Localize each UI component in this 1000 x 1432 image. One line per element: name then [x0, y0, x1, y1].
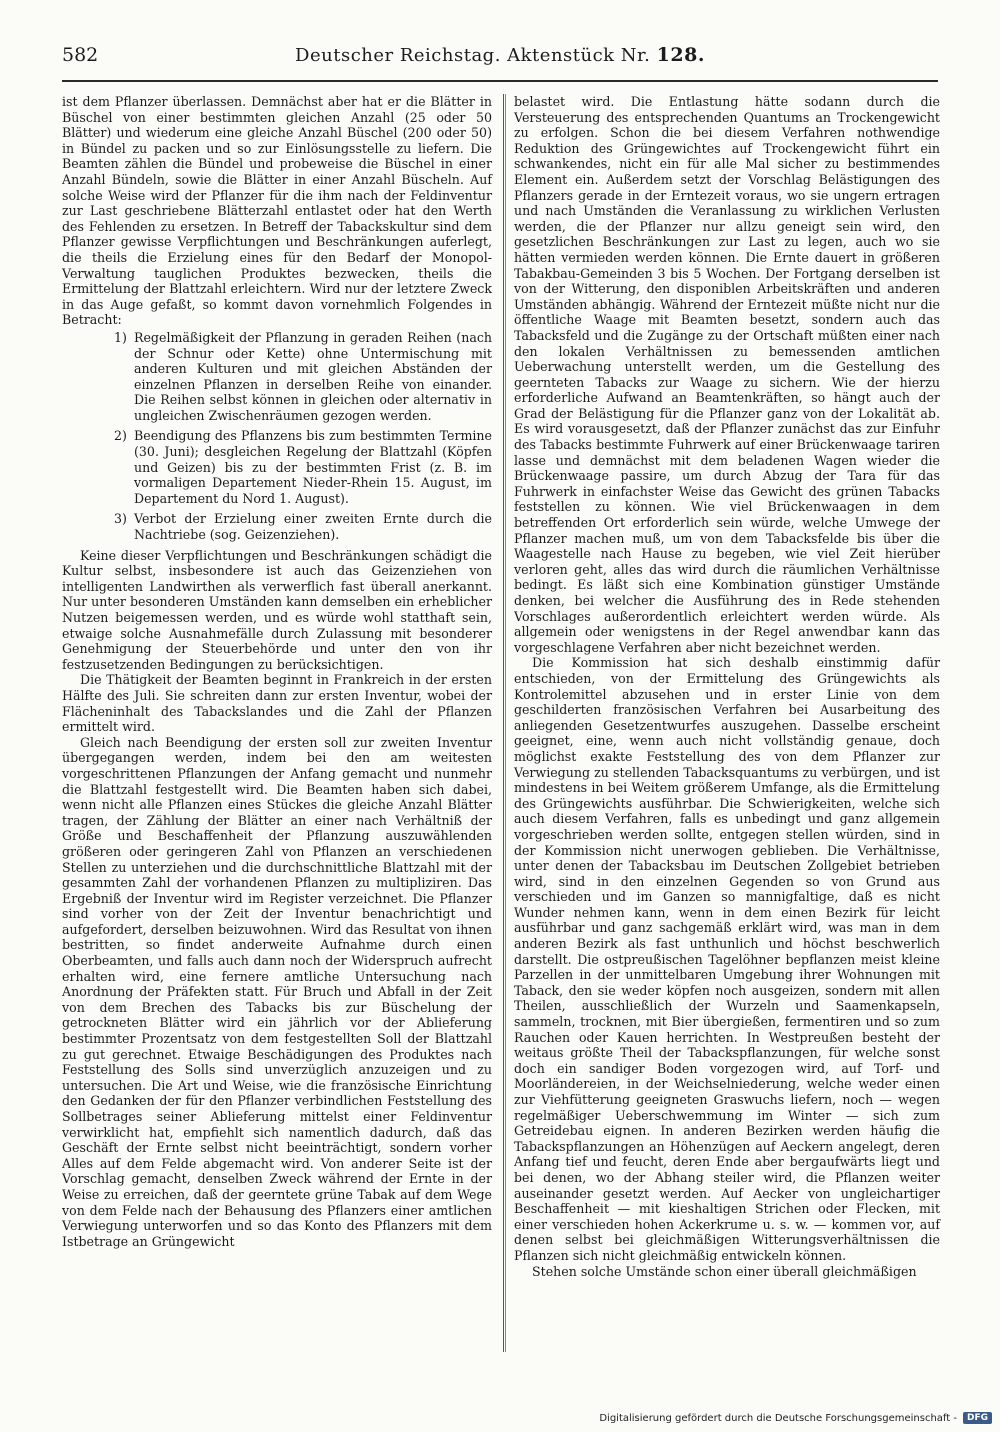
page-number: 582 [62, 44, 99, 66]
enumerated-list [62, 330, 492, 543]
list-item-text: Verbot der Erzielung einer zweiten Ernte durch die Nachtriebe (sog. Geizenziehen). [134, 511, 492, 543]
list-item-text: Beendigung des Pflanzens bis zum bestimmten Termine (30. Juni); desgleichen Regelung der Blattzahl (Köpfen und Geizen) bis zu der bestimmten Frist (z. B. im vormaligen Departement Nieder-Rhein 15. August, im Departement du Nord 1. August). [134, 428, 492, 506]
digitization-credit [599, 1412, 992, 1424]
paragraph: Stehen solche Umstände schon einer überall gleichmäßigen [532, 1263, 917, 1279]
list-item-number: 3) [114, 511, 127, 527]
list-item-number: 2) [114, 428, 127, 444]
list-item-text: Regelmäßigkeit der Pflanzung in geraden Reihen (nach der Schnur oder Kette) ohne Untermischung mit anderen Kulturen und mit gleichen Abständen der einzelnen Pflanzen in derselben Reihe von einander. Die Reihen selbst können in gleichen oder alternativ in ungleichen Zwischenräumen gezogen werden. [134, 329, 492, 423]
paragraph: Die Thätigkeit der Beamten beginnt in Frankreich in der ersten Hälfte des Juli. Sie schreiten dann zur ersten Inventur, wobei der Flächeninhalt des Tabackslandes und die Zahl der Pflanzen ermittelt wird. [62, 672, 492, 735]
paragraph: Gleich nach Beendigung der ersten soll zur zweiten Inventur übergegangen werden, indem bei den am weitesten vorgeschrittenen Pflanzungen der Anfang gemacht und nunmehr die Blattzahl festgestellt wird. Die Beamten haben sich dabei, wenn nicht alle Pflanzen eines Stückes die gleiche Anzahl Blätter tragen, der Zählung der Blätter an einer nach Verhältniß der Größe und Beschaffenheit der Pflanzung auszuwählenden größeren oder geringeren Zahl von Pflanzen an verschiedenen Stellen zu unterziehen und die durchschnittliche Blattzahl mit der gesammten Zahl der vorhandenen Pflanzen zu multipliziren. Das Ergebniß der Inventur wird im Register verzeichnet. Die Pflanzer sind vorher von der Zeit der Inventur benachrichtigt und aufgefordert, derselben beizuwohnen. Wird das Resultat von ihnen bestritten, so findet anderweite Aufnahme durch einen Oberbeamten, und falls auch dann noch der Widerspruch aufrecht erhalten wird, eine fernere amtliche Untersuchung nach Anordnung der Präfekten statt. Für Bruch und Abfall in der Zeit von dem Brechen des Tabacks bis zur Büschelung der getrockneten Blätter wird ein jährlich vor der Ablieferung bestimmter Prozentsatz von dem festgestellten Soll der Blattzahl zu gut gerechnet. Etwaige Beschädigungen des Produktes nach Feststellung des Solls sind unverzüglich anzuzeigen und zu untersuchen. Die Art und Weise, wie die französische Einrichtung den Gedanken der für den Pflanzer verbindlichen Feststellung des Sollbetrages seiner Ablieferung mittelst einer Feldinventur verwirklicht hat, empfiehlt sich namentlich dadurch, daß das Geschäft der Ernte selbst nicht beeinträchtigt, sondern vorher Alles auf dem Felde abgemacht wird. Von anderer Seite ist der Vorschlag gemacht, denselben Zweck während der Ernte in der Weise zu erreichen, daß der geerntete grüne Tabak auf dem Wege von dem Felde nach der Behausung des Pflanzers einer amtlichen Verwiegung unterworfen und so das Konto des Pflanzers mit dem Istbetrage an Grüngewicht [62, 734, 492, 1249]
list-item-number: 1) [114, 329, 127, 345]
dfg-logo: DFG [963, 1412, 992, 1424]
running-title [62, 44, 938, 66]
left-column [62, 94, 492, 1249]
list-item [62, 330, 492, 424]
column-divider [503, 94, 504, 1352]
list-item [62, 511, 492, 542]
right-column [514, 94, 940, 1279]
paragraph: Keine dieser Verpflichtungen und Beschränkungen schädigt die Kultur selbst, insbesondere ist auch das Geizenziehen von intelligenten Landwirthen als verwerflich fast überall anerkannt. Nur unter besonderen Umständen kann demselben ein erheblicher Nutzen beigemessen werden, und es würde wohl statthaft sein, etwaige solche Ausnahmefälle durch Zulassung mit besonderer Genehmigung der Steuerbehörde und unter den von ihr festzusetzenden Bedingungen zu berücksichtigen. [62, 547, 492, 672]
credit-text: Digitalisierung gefördert durch die Deutsche Forschungsgemeinschaft - [599, 1412, 957, 1424]
running-title-text: Deutscher Reichstag. Aktenstück Nr. [295, 45, 651, 66]
page-header [62, 40, 938, 82]
paragraph: Die Kommission hat sich deshalb einstimmig dafür entschieden, von der Ermittelung des Grüngewichts als Kontrolemittel abzusehen und in erster Linie von dem geschilderten französischen Verfahren bei Ausarbeitung des anliegenden Gesetzentwurfes auszugehen. Dasselbe erscheint geeignet, eine, wenn auch nicht vollständig genaue, doch möglichst exakte Feststellung des von dem Pflanzer zur Verwiegung zu stellenden Tabacksquantums zu verbürgen, und ist mindestens in bei Weitem größerem Umfange, als die Ermittelung des Grüngewichts ausführbar. Die Schwierigkeiten, welche sich auch diesem Verfahren, falls es unbedingt und ganz allgemein vorgeschrieben werden sollte, entgegen stellen würden, sind in der Kommission nicht unerwogen geblieben. Die Verhältnisse, unter denen der Tabacksbau im Deutschen Zollgebiet betrieben wird, sind in den einzelnen Gegenden so von Grund aus verschieden und im Ganzen so mannigfaltige, daß es nicht Wunder nehmen kann, wenn in dem einen Bezirk für leicht ausführbar und ganz sachgemäß erklärt wird, was man in dem anderen Bezirk als fast unthunlich und höchst beschwerlich darstellt. Die ostpreußischen Tagelöhner bepflanzen meist kleine Parzellen in der unmittelbaren Umgebung ihrer Wohnungen mit Taback, den sie weder köpfen noch ausgeizen, sondern mit allen Theilen, ausschließlich der Wurzeln und Saamenkapseln, sammeln, trocknen, mit Bier übergießen, fermentiren und so zum Rauchen oder Kauen herrichten. In Westpreußen besteht der weitaus größte Theil der Tabackspflanzungen, für welche sonst doch ein sandiger Boden vorgezogen wird, auf Torf- und Moorländereien, in der Weichselniederung, welche weder einen zur Viehfütterung geeigneten Graswuchs liefern, noch — wegen regelmäßiger Ueberschwemmung im Winter — sich zum Getreidebau eignen. In anderen Bezirken werden häufig die Tabackspflanzungen an Höhenzügen auf Aeckern angelegt, deren Anfang tief und feucht, deren Ende aber bergaufwärts liegt und bei denen, wo der Abhang steiler wird, die Pflanzen weiter auseinander gesetzt werden. Auf Aecker von ungleichartiger Beschaffenheit — mit kieshaltigen Strichen oder Flecken, mit einer verschieden hohen Ackerkrume u. s. w. — kommen vor, auf denen selbst bei gleichmäßigen Witterungsverhältnissen die Pflanzen sich nicht gleichmäßig entwickeln können. [514, 655, 940, 1263]
paragraph: belastet wird. Die Entlastung hätte sodann durch die Versteuerung des entsprechenden Quantums an Trockengewicht zu erfolgen. Schon die bei diesem Verfahren nothwendige Reduktion des Grüngewichtes auf Trockengewicht führt ein schwankendes, nicht ein für alle Mal sicher zu bestimmendes Element ein. Außerdem setzt der Vorschlag Belästigungen des Pflanzers gerade in der Erntezeit voraus, wo sie ungern ertragen und nach Umständen die Veranlassung zu wirklichen Verlusten werden, die der Pflanzer nur allzu geneigt sein wird, den gesetzlichen Beschränkungen zur Last zu legen, auch wo sie hätten vermieden werden können. Die Ernte dauert in größeren Tabakbau-Gemeinden 3 bis 5 Wochen. Der Fortgang derselben ist von der Witterung, den disponiblen Arbeitskräften und anderen Umständen abhängig. Während der Erntezeit müßte nicht nur die öffentliche Waage mit Beamten besetzt, sondern auch das Tabacksfeld und die Zugänge zu der Ortschaft müßten einer nach den lokalen Verhältnissen zu bemessenden amtlichen Ueberwachung unterstellt werden, um die Gestellung des geernteten Tabacks zur Waage zu sichern. Wie der hierzu erforderliche Aufwand an Beamtenkräften, so hängt auch der Grad der Belästigung für die Pflanzer ganz von der Lokalität ab. Es wird vorausgesetzt, daß der Pflanzer zunächst das zur Einfuhr des Tabacks bestimmte Fuhrwerk auf einer Brückenwaage tariren lasse und demnächst mit dem beladenen Wagen wieder die Brückenwaage passire, um durch Abzug der Tara für das Fuhrwerk in einfachster Weise das Gewicht des grünen Tabacks feststellen zu können. Wie viel Brückenwaagen in dem betreffenden Ort erforderlich sein würde, welche Umwege der Pflanzer machen muß, um von dem Tabacksfelde bis über die Waagestelle nach Hause zu begeben, wie viel Zeit hierüber verloren geht, alles das wird durch die räumlichen Verhältnisse bedingt. Es läßt sich eine Kombination günstiger Umstände denken, bei welcher die Ausführung des in Rede stehenden Vorschlages außerordentlich erleichtert werden würde. Als allgemein oder wenigstens in der Regel anwendbar kann das vorgeschlagene Verfahren aber nicht bezeichnet werden. [514, 94, 940, 655]
document-number: 128. [656, 44, 705, 66]
paragraph: ist dem Pflanzer überlassen. Demnächst aber hat er die Blätter in Büschel von einer bestimmten gleichen Anzahl (25 oder 50 Blätter) und wiederum eine gleiche Anzahl Büschel (200 oder 50) in Bündel zu packen und so zur Einlösungsstelle zu liefern. Die Beamten zählen die Bündel und probeweise die Büschel in einer Anzahl Bündeln, sowie die Blätter in einer Anzahl Büscheln. Auf solche Weise wird der Pflanzer für die ihm nach der Feldinventur zur Last geschriebene Blätterzahl entlastet oder hat den Werth des Fehlenden zu ersetzen. In Betreff der Tabackskultur sind dem Pflanzer gewisse Verpflichtungen und Beschränkungen auferlegt, die theils die Erzielung eines für den Bedarf der Monopol-Verwaltung tauglichen Produktes bezwecken, theils die Ermittelung der Blattzahl erleichtern. Wird nur der letztere Zweck in das Auge gefaßt, so kommt davon vornehmlich Folgendes in Betracht: [62, 94, 492, 328]
list-item [62, 428, 492, 506]
